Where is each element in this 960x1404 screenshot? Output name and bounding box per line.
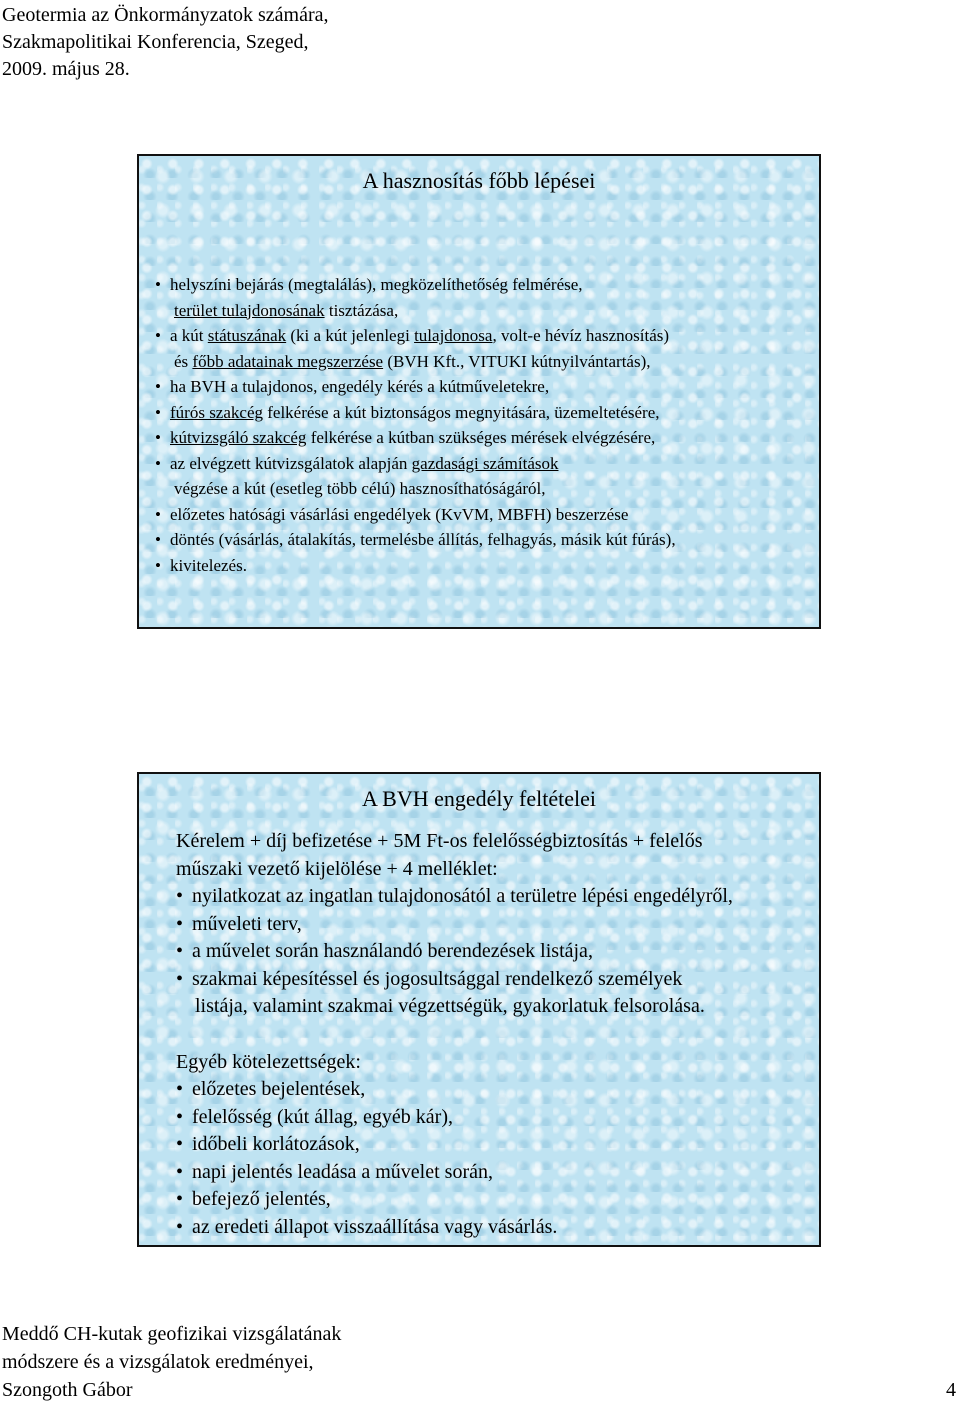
other-obligations-heading: Egyéb kötelezettségek: [176,1050,361,1073]
item-text: a kút [170,326,208,345]
item-text: , volt-e hévíz hasznosítás) [492,326,670,345]
list-item [176,1131,816,1159]
footer-line: módszere és a vizsgálatok eredményei, [2,1351,314,1373]
item-text: időbeli korlátozások, [192,1133,360,1155]
item-text: az elvégzett kútvizsgálatok alapján [170,453,412,473]
underlined-term: fúrós szakcég [170,402,263,422]
item-text: felkérése a kútban szükséges mérések elvégzésére, [306,428,656,447]
attachments-list [176,883,816,993]
item-text: a művelet során használandó berendezések listája, [192,940,593,962]
bullet-icon: • [155,402,161,422]
page-header [2,2,329,83]
steps-list [155,272,815,578]
item-text: felelősség (kút állag, egyéb kár), [192,1105,454,1128]
list-item [176,1186,816,1214]
list-item [176,1104,816,1132]
underlined-term: terület tulajdonosának [174,300,325,320]
list-item [155,502,815,528]
list-item [155,298,815,324]
list-item [176,1076,816,1104]
item-text: végzése a kút (esetleg több célú) hasznosíthatóságáról, [174,479,546,498]
underlined-term: kútvizsgáló szakcég [170,428,307,447]
page-number: 4 [946,1379,956,1401]
item-text: (BVH Kft., VITUKI kútnyilvántartás), [383,351,651,371]
item-text: (ki a kút jelenlegi [286,326,415,345]
bullet-icon: • [155,275,161,294]
underlined-term: tulajdonosa [414,326,493,345]
item-text: szakmai képesítéssel és jogosultsággal rendelkező személyek [192,967,683,990]
bullet-icon: • [155,504,161,524]
list-item [155,425,815,451]
item-text: előzetes hatósági vásárlási engedélyek (KvVM, MBFH) beszerzése [170,504,629,524]
bullet-icon: • [176,1078,184,1100]
slide-usage-steps [137,154,821,629]
item-text: napi jelentés leadása a művelet során, [192,1160,493,1183]
list-item [176,883,816,911]
slide-bvh-permit [137,772,821,1247]
item-text: felkérése a kút biztonságos megnyitására, üzemeltetésére, [263,402,660,422]
bullet-icon: • [176,1215,184,1238]
list-item [155,527,815,553]
list-item [155,553,815,579]
underlined-term: gazdasági számítások [411,453,559,473]
item-text: előzetes bejelentések, [192,1078,366,1100]
list-item [155,476,815,502]
list-item [155,374,815,400]
item-text: nyilatkozat az ingatlan tulajdonosától a területre lépési engedélyről, [192,885,733,907]
item-text: kivitelezés. [170,555,247,575]
item-text: tisztázása, [324,300,399,320]
footer-line: Szongoth Gábor [2,1379,133,1401]
slide-title: A hasznosítás főbb lépései [362,168,596,193]
list-item [155,272,815,298]
bullet-icon: • [176,912,184,935]
list-item [155,451,815,477]
bullet-icon: • [155,428,161,447]
permit-conditions [176,828,816,1241]
list-item [176,966,816,994]
bullet-icon: • [176,1133,184,1155]
intro-line: műszaki vezető kijelölése + 4 melléklet: [176,857,498,880]
bullet-icon: • [155,377,161,396]
bullet-icon: • [176,1160,184,1183]
item-text: és [174,351,193,371]
underlined-term: főbb adatainak megszerzése [192,351,384,371]
obligations-list [176,1076,816,1241]
bullet-icon: • [176,885,184,907]
item-text: ha BVH a tulajdonos, engedély kérés a kútműveletekre, [170,377,550,396]
item-text: az eredeti állapot visszaállítása vagy vásárlás. [192,1215,558,1238]
intro-line: Kérelem + díj befizetése + 5M Ft-os felelősségbiztosítás + felelős [176,830,703,852]
item-text: befejező jelentés, [192,1188,331,1210]
slide-title: A BVH engedély feltételei [362,786,596,811]
bullet-icon: • [155,530,161,549]
bullet-icon: • [176,1105,184,1128]
bullet-icon: • [176,1188,184,1210]
list-item [176,1214,816,1242]
bullet-icon: • [155,326,161,345]
bullet-icon: • [155,555,161,575]
header-line: 2009. május 28. [2,58,130,80]
bullet-icon: • [155,453,161,473]
list-item [176,1159,816,1187]
list-item [176,911,816,939]
footer-line: Meddő CH-kutak geofizikai vizsgálatának [2,1323,342,1345]
item-text: helyszíni bejárás (megtalálás), megközelíthetőség felmérése, [170,275,583,294]
list-item [155,349,815,375]
underlined-term: státuszának [207,326,287,345]
bullet-icon: • [176,940,184,962]
list-item [155,323,815,349]
header-line: Szakmapolitikai Konferencia, Szeged, [2,31,309,53]
list-item [155,400,815,426]
spacer [176,1021,816,1049]
header-line: Geotermia az Önkormányzatok számára, [2,4,329,26]
item-text: műveleti terv, [192,912,302,935]
list-item [176,938,816,966]
item-text: döntés (vásárlás, átalakítás, termelésbe állítás, felhagyás, másik kút fúrás), [170,530,676,549]
page-footer [2,1320,341,1404]
list-item-continuation: listája, valamint szakmai végzettségük, gyakorlatuk felsorolása. [195,995,705,1017]
bullet-icon: • [176,967,184,990]
